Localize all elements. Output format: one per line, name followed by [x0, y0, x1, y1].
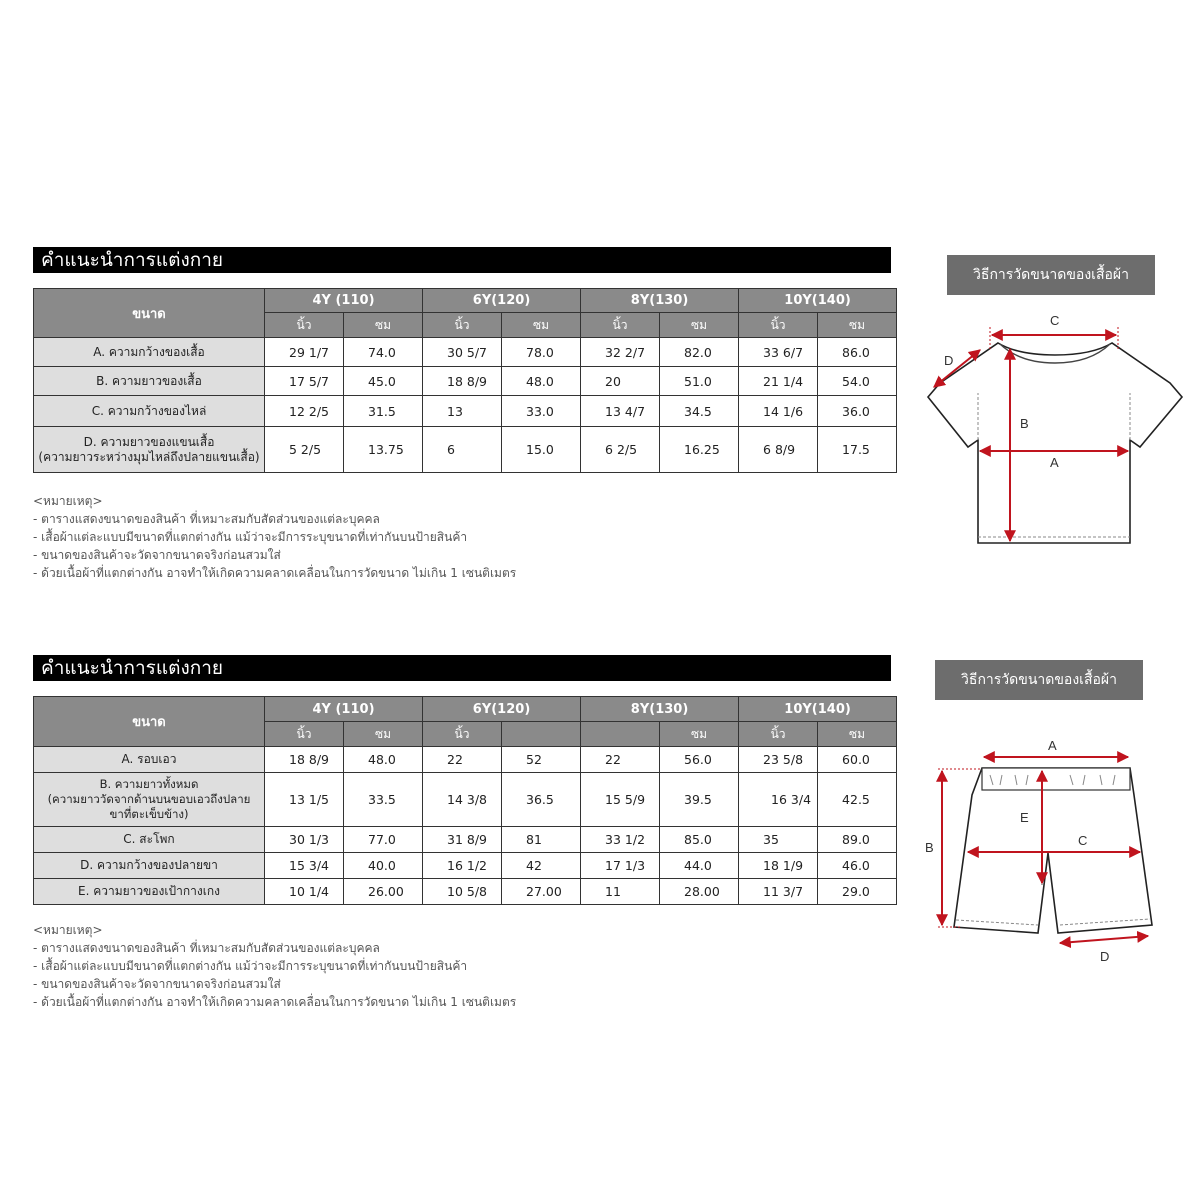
table-row — [34, 396, 897, 427]
row-label: D. ความยาวของแขนเสื้อ (ความยาวระหว่างมุมไหล่ถึงปลายแขนเสื้อ) — [34, 427, 265, 473]
top-size-table — [33, 288, 897, 473]
table-cell: 21 1/4 — [739, 367, 818, 396]
table-cell: 30 5/7 — [423, 338, 502, 367]
unit-cm: ซม — [818, 313, 897, 338]
unit-cm: ซม — [502, 313, 581, 338]
table-cell: 52 — [502, 747, 581, 773]
table-cell: 26.00 — [344, 879, 423, 905]
table-cell: 40.0 — [344, 853, 423, 879]
top-title-bar: คำแนะนำการแต่งกาย — [33, 247, 891, 273]
table-row — [34, 427, 897, 473]
unit-blank — [581, 722, 660, 747]
table-cell: 17 5/7 — [265, 367, 344, 396]
note-item: - ตารางแสดงขนาดของสินค้า ที่เหมาะสมกับสัดส่วนของแต่ละบุคคล — [33, 512, 380, 526]
size-6y: 6Y(120) — [423, 697, 581, 722]
table-cell: 16 1/2 — [423, 853, 502, 879]
table-cell: 14 3/8 — [423, 773, 502, 827]
table-row — [34, 879, 897, 905]
label-e: E — [1020, 810, 1029, 825]
row-label: A. รอบเอว — [34, 747, 265, 773]
table-cell: 44.0 — [660, 853, 739, 879]
measure-line-d — [1060, 936, 1148, 943]
table-cell: 39.5 — [660, 773, 739, 827]
label-a: A — [1048, 738, 1057, 753]
table-cell: 22 — [423, 747, 502, 773]
table-cell: 31 8/9 — [423, 827, 502, 853]
table-cell: 35 — [739, 827, 818, 853]
unit-cm: ซม — [344, 313, 423, 338]
table-cell: 51.0 — [660, 367, 739, 396]
table-cell: 78.0 — [502, 338, 581, 367]
top-notes — [33, 492, 891, 582]
label-a: A — [1050, 455, 1059, 470]
table-cell: 10 5/8 — [423, 879, 502, 905]
unit-cm: ซม — [660, 722, 739, 747]
table-cell: 60.0 — [818, 747, 897, 773]
note-item: - ด้วยเนื้อผ้าที่แตกต่างกัน อาจทำให้เกิดความคลาดเคลื่อนในการวัดขนาด ไม่เกิน 1 เซนติเมตร — [33, 995, 517, 1009]
top-howto-label: วิธีการวัดขนาดของเสื้อผ้า — [947, 255, 1155, 295]
label-b: B — [925, 840, 934, 855]
unit-cm: ซม — [818, 722, 897, 747]
unit-inch: นิ้ว — [581, 313, 660, 338]
table-cell: 15.0 — [502, 427, 581, 473]
note-item: - ขนาดของสินค้าจะวัดจากขนาดจริงก่อนสวมใส่ — [33, 977, 281, 991]
size-4y: 4Y (110) — [265, 697, 423, 722]
table-cell: 11 — [581, 879, 660, 905]
row-label: C. ความกว้างของไหล่ — [34, 396, 265, 427]
size-header: ขนาด — [34, 289, 265, 338]
table-cell: 34.5 — [660, 396, 739, 427]
unit-cm: ซม — [344, 722, 423, 747]
table-cell: 6 — [423, 427, 502, 473]
shorts-outline — [954, 768, 1152, 933]
size-header: ขนาด — [34, 697, 265, 747]
table-row — [34, 338, 897, 367]
row-label: C. สะโพก — [34, 827, 265, 853]
table-cell: 29 1/7 — [265, 338, 344, 367]
table-cell: 15 5/9 — [581, 773, 660, 827]
row-label: D. ความกว้างของปลายขา — [34, 853, 265, 879]
bottom-title-bar: คำแนะนำการแต่งกาย — [33, 655, 891, 681]
table-cell: 48.0 — [344, 747, 423, 773]
table-row — [34, 773, 897, 827]
table-cell: 5 2/5 — [265, 427, 344, 473]
table-cell: 12 2/5 — [265, 396, 344, 427]
size-4y: 4Y (110) — [265, 289, 423, 313]
note-item: - ตารางแสดงขนาดของสินค้า ที่เหมาะสมกับสัดส่วนของแต่ละบุคคล — [33, 941, 380, 955]
table-cell: 6 2/5 — [581, 427, 660, 473]
unit-inch: นิ้ว — [265, 722, 344, 747]
table-cell: 13 4/7 — [581, 396, 660, 427]
table-cell: 33 1/2 — [581, 827, 660, 853]
table-cell: 29.0 — [818, 879, 897, 905]
note-item: - ด้วยเนื้อผ้าที่แตกต่างกัน อาจทำให้เกิดความคลาดเคลื่อนในการวัดขนาด ไม่เกิน 1 เซนติเมตร — [33, 566, 517, 580]
table-cell: 89.0 — [818, 827, 897, 853]
unit-inch: นิ้ว — [739, 313, 818, 338]
note-item: - เสื้อผ้าแต่ละแบบมีขนาดที่แตกต่างกัน แม้ว่าจะมีการระบุขนาดที่เท่ากันบนป้ายสินค้า — [33, 959, 468, 973]
size-10y: 10Y(140) — [739, 697, 897, 722]
label-d: D — [944, 353, 954, 368]
table-cell: 86.0 — [818, 338, 897, 367]
note-heading: <หมายเหตุ> — [33, 923, 103, 937]
table-row — [34, 853, 897, 879]
table-cell: 18 1/9 — [739, 853, 818, 879]
table-cell: 18 8/9 — [265, 747, 344, 773]
table-cell: 82.0 — [660, 338, 739, 367]
table-cell: 17 1/3 — [581, 853, 660, 879]
row-label: A. ความกว้างของเสื้อ — [34, 338, 265, 367]
label-d: D — [1100, 949, 1110, 964]
size-6y: 6Y(120) — [423, 289, 581, 313]
table-cell: 81 — [502, 827, 581, 853]
table-cell: 27.00 — [502, 879, 581, 905]
table-cell: 13 1/5 — [265, 773, 344, 827]
note-heading: <หมายเหตุ> — [33, 494, 103, 508]
size-8y: 8Y(130) — [581, 289, 739, 313]
shorts-diagram — [920, 735, 1190, 975]
table-cell: 56.0 — [660, 747, 739, 773]
table-cell: 36.5 — [502, 773, 581, 827]
table-cell: 28.00 — [660, 879, 739, 905]
table-cell: 16 3/4 — [739, 773, 818, 827]
table-cell: 77.0 — [344, 827, 423, 853]
label-c: C — [1078, 833, 1088, 848]
table-cell: 30 1/3 — [265, 827, 344, 853]
table-row — [34, 747, 897, 773]
size-10y: 10Y(140) — [739, 289, 897, 313]
note-item: - เสื้อผ้าแต่ละแบบมีขนาดที่แตกต่างกัน แม้ว่าจะมีการระบุขนาดที่เท่ากันบนป้ายสินค้า — [33, 530, 468, 544]
table-cell: 74.0 — [344, 338, 423, 367]
table-cell: 18 8/9 — [423, 367, 502, 396]
row-label: B. ความยาวทั้งหมด (ความยาววัดจากด้านบนขอบเอวถึงปลาย ขาที่ตะเข็บข้าง) — [34, 773, 265, 827]
table-cell: 14 1/6 — [739, 396, 818, 427]
bottom-size-table — [33, 696, 897, 905]
table-cell: 33.5 — [344, 773, 423, 827]
unit-blank — [502, 722, 581, 747]
table-cell: 54.0 — [818, 367, 897, 396]
table-cell: 36.0 — [818, 396, 897, 427]
table-cell: 42.5 — [818, 773, 897, 827]
label-b: B — [1020, 416, 1029, 431]
table-cell: 46.0 — [818, 853, 897, 879]
row-label: B. ความยาวของเสื้อ — [34, 367, 265, 396]
table-cell: 48.0 — [502, 367, 581, 396]
table-cell: 85.0 — [660, 827, 739, 853]
row-label: E. ความยาวของเป้ากางเกง — [34, 879, 265, 905]
table-cell: 33 6/7 — [739, 338, 818, 367]
table-cell: 31.5 — [344, 396, 423, 427]
table-cell: 15 3/4 — [265, 853, 344, 879]
table-cell: 13 — [423, 396, 502, 427]
table-cell: 11 3/7 — [739, 879, 818, 905]
table-row — [34, 367, 897, 396]
table-cell: 22 — [581, 747, 660, 773]
table-cell: 20 — [581, 367, 660, 396]
unit-inch: นิ้ว — [423, 722, 502, 747]
note-item: - ขนาดของสินค้าจะวัดจากขนาดจริงก่อนสวมใส่ — [33, 548, 281, 562]
table-cell: 32 2/7 — [581, 338, 660, 367]
bottom-notes — [33, 921, 891, 1011]
tshirt-diagram — [920, 305, 1190, 555]
unit-inch: นิ้ว — [265, 313, 344, 338]
table-cell: 10 1/4 — [265, 879, 344, 905]
unit-cm: ซม — [660, 313, 739, 338]
table-cell: 6 8/9 — [739, 427, 818, 473]
table-cell: 17.5 — [818, 427, 897, 473]
table-cell: 45.0 — [344, 367, 423, 396]
table-cell: 33.0 — [502, 396, 581, 427]
table-cell: 13.75 — [344, 427, 423, 473]
unit-inch: นิ้ว — [423, 313, 502, 338]
table-cell: 42 — [502, 853, 581, 879]
label-c: C — [1050, 313, 1060, 328]
table-cell: 23 5/8 — [739, 747, 818, 773]
table-row — [34, 827, 897, 853]
unit-inch: นิ้ว — [739, 722, 818, 747]
bottom-howto-label: วิธีการวัดขนาดของเสื้อผ้า — [935, 660, 1143, 700]
shorts-waistband — [982, 768, 1130, 790]
size-8y: 8Y(130) — [581, 697, 739, 722]
tshirt-outline — [928, 343, 1182, 543]
table-cell: 16.25 — [660, 427, 739, 473]
